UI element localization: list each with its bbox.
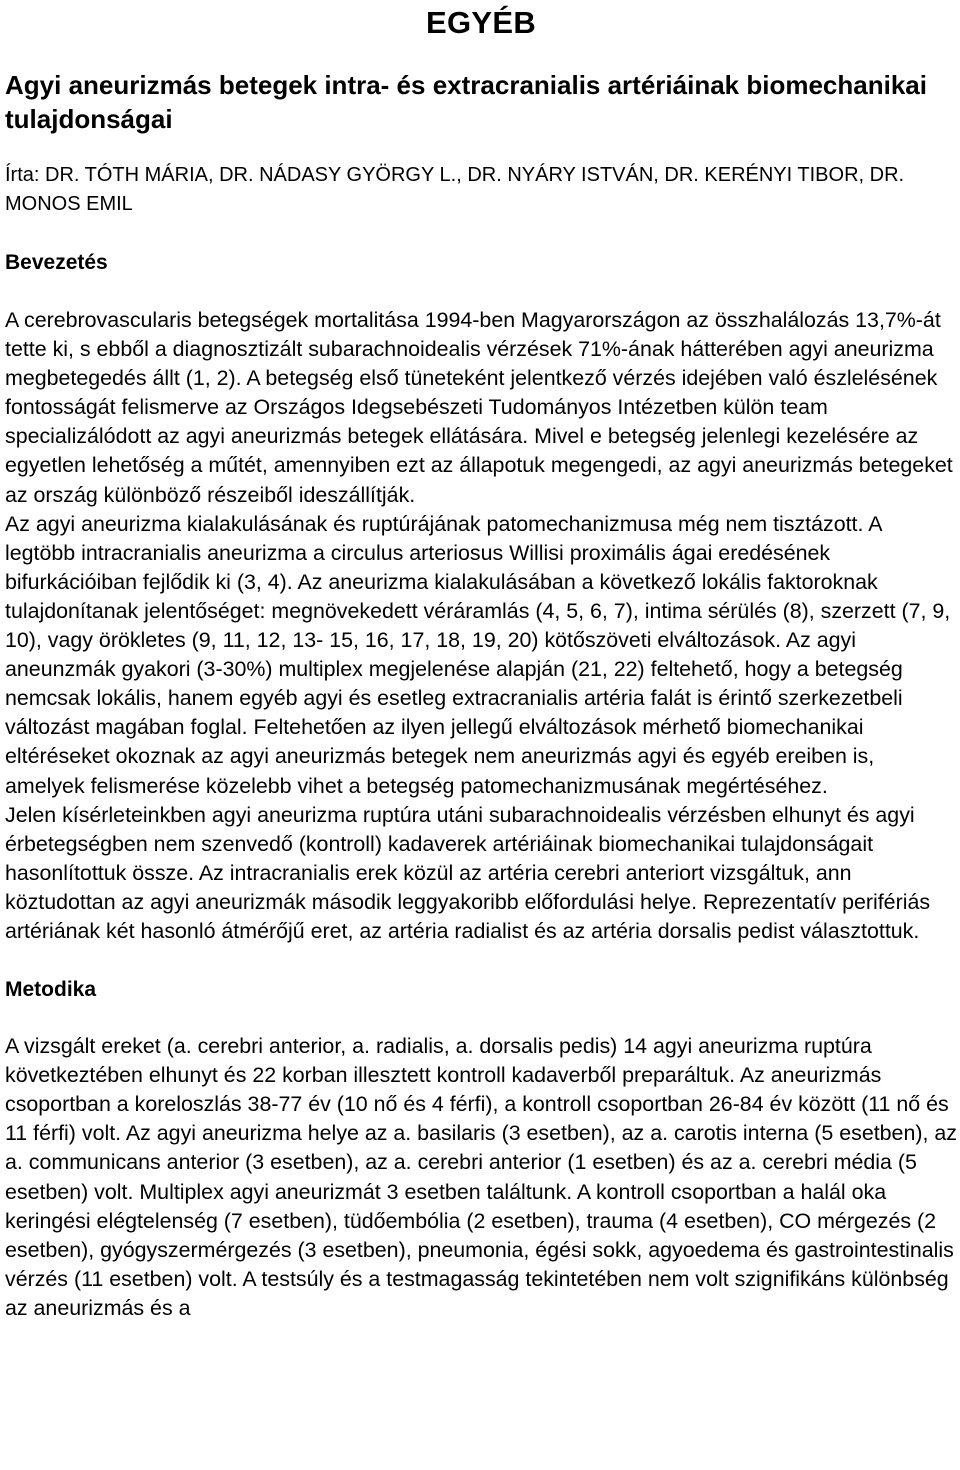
methods-paragraph-1: A vizsgált ereket (a. cerebri anterior, a. radialis, a. dorsalis pedis) 14 agyi aneurizma ruptúra következtében elhunyt és 22 korban illesztett kontroll kadaverből preparáltuk. Az aneurizmás csoportban a koreloszlás 38-77 év (10 nő és 4 férfi), a kontroll csoportban 26-84 év között (11 nő és 11 férfi) volt. Az agyi aneurizma helye az a. basilaris (3 esetben), az a. carotis interna (5 esetben), az a. communicans anterior (3 esetben), az a. cerebri anterior (1 esetben) és az a. cerebri média (5 esetben) volt. Multiplex agyi aneurizmát 3 esetben találtunk. A kontroll csoportban a halál oka keringési elégtelenség (7 esetben), tüdőembólia (2 esetben), trauma (4 esetben), CO mérgezés (2 esetben), gyógyszermérgezés (3 esetben), pneumonia, égési sokk, agyoedema és gastrointestinalis vérzés (11 esetben) volt. A testsúly és a testmagasság tekintetében nem volt szignifikáns különbség az aneurizmás és a [5, 1034, 957, 1320]
article-title: Agyi aneurizmás betegek intra- és extracranialis artériáinak biomechanikai tulajdonságai [5, 70, 927, 134]
intro-paragraph-3: Jelen kísérleteinkben agyi aneurizma ruptúra utáni subarachnoidealis vérzésben elhunyt és agyi érbetegségben nem szenvedő (kontroll) kadaverek artériáinak biomechanikai tulajdonságait hasonlítottuk össze. Az intracranialis erek közül az artéria cerebri anteriort vizsgáltuk, ann köztudottan az agyi aneurizmák második leggyakoribb előfordulási helye. Reprezentatív perifériás artériának két hasonló átmérőjű eret, az artéria radialist és az artéria dorsalis pedist választottuk. [5, 802, 931, 943]
authors-line: Írta: DR. TÓTH MÁRIA, DR. NÁDASY GYÖRGY L., DR. NYÁRY ISTVÁN, DR. KERÉNYI TIBOR, DR. MONOS EMIL [5, 164, 905, 215]
heading-introduction: Bevezetés [5, 251, 108, 274]
intro-paragraph-1: A cerebrovascularis betegségek mortalitása 1994-ben Magyarországon az összhalálozás 13,7%-át tette ki, s ebből a diagnosztizált subarachnoidealis vérzések 71%-ának hátterében agyi aneurizma megbetegedés állt (1, 2). A betegség első tüneteként jelentkező vérzés idejében való észlelésének fontosságát felismerve az Országos Idegsebészeti Tudományos Intézetben külön team specializálódott az agyi aneurizmás betegek ellátására. Mivel e betegség jelenlegi kezelésére az egyetlen lehetőség a műtét, amennyiben ezt az állapotuk megengedi, az agyi aneurizmás betegeket az ország különböző részeiből ideszállítják. [5, 308, 953, 507]
document-page [5, 0, 957, 1323]
section-label: EGYÉB [425, 5, 537, 40]
heading-methods: Metodika [5, 978, 97, 1002]
intro-paragraph-2: Az agyi aneurizma kialakulásának és ruptúrájának patomechanizmusa még nem tisztázott. A legtöbb intracranialis aneurizma a circulus arteriosus Willisi proximális ágai eredésének bifurkációiban fejlődik ki (3, 4). Az aneurizma kialakulásában a következő lokális faktoroknak tulajdonítanak jelentőséget: megnövekedett véráramlás (4, 5, 6, 7), intima sérülés (8), szerzett (7, 9, 10), vagy örökletes (9, 11, 12, 13- 15, 16, 17, 18, 19, 20) kötőszöveti elváltozások. Az agyi aneunzmák gyakori (3-30%) multiplex megjelenése alapján (21, 22) feltehető, hogy a betegség nemcsak lokális, hanem egyéb agyi és esetleg extracranialis artéria falát is érintő szerkezetbeli változást magában foglal. Feltehetően az ilyen jellegű elváltozások mérhető biomechanikai eltéréseket okoznak az agyi aneurizmás betegek nem aneurizmás agyi és egyéb ereiben is, amelyek felismerése közelebb vihet a betegség patomechanizmusának megértéséhez. [5, 511, 951, 798]
